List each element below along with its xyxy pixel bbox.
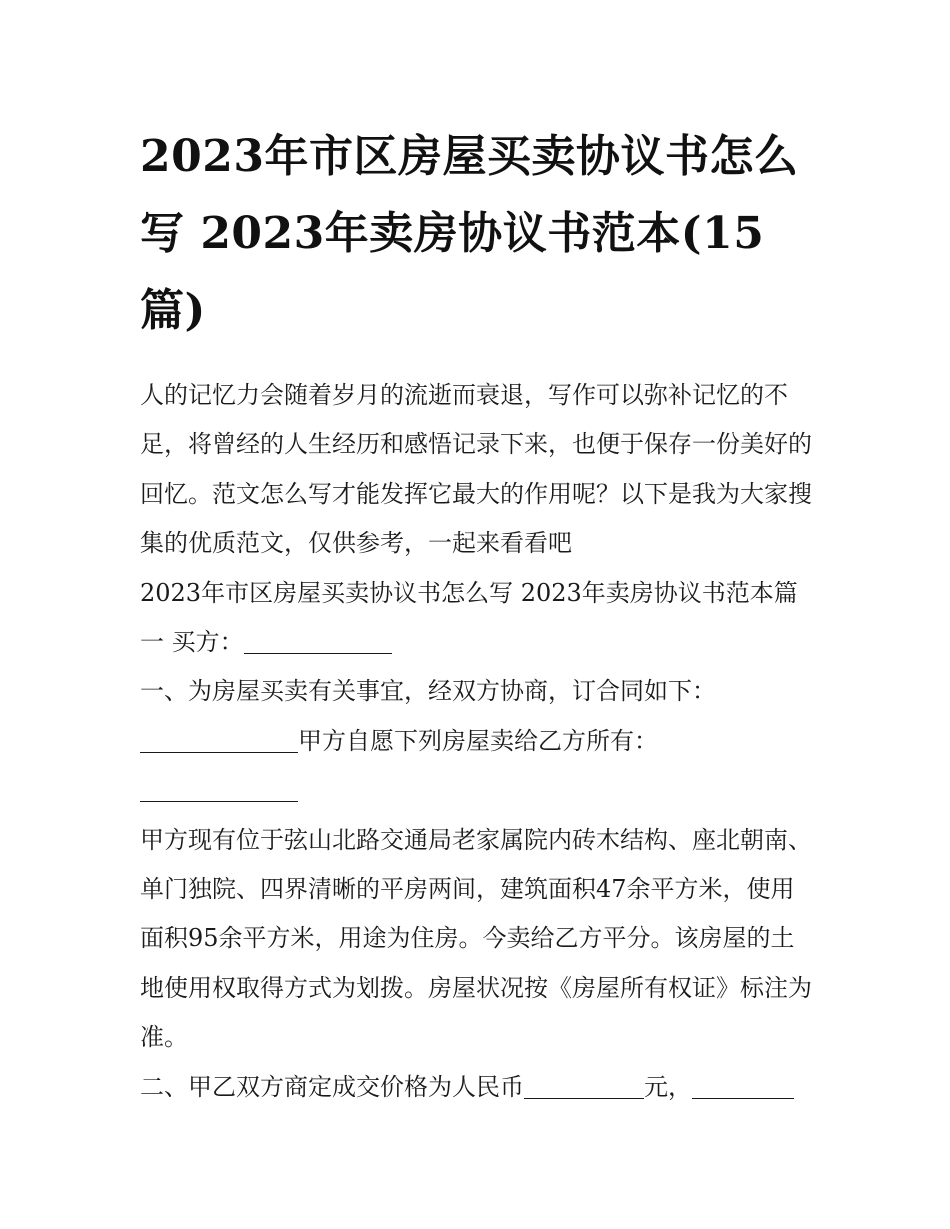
price-blank — [524, 1068, 644, 1099]
property-description: 甲方现有位于弦山北路交通局老家属院内砖木结构、座北朝南、单门独院、四界清晰的平房两间，建筑面积47余平方米，使用面积95余平方米，用途为住房。今卖给乙方平分。该房屋的土地使用权取得方式为划拨。房屋状况按《房屋所有权证》标注为准。 — [140, 825, 812, 1052]
buyer-label: 买方： — [171, 628, 244, 657]
document-title: 2023年市区房屋买卖协议书怎么写 2023年卖房协议书范本(15篇) — [140, 131, 799, 336]
section-heading: 2023年市区房屋买卖协议书怎么写 2023年卖房协议书范本篇一 — [140, 578, 798, 657]
buyer-blank — [244, 623, 392, 654]
price-words-blank — [692, 1068, 794, 1099]
party-a-line — [140, 717, 812, 766]
clause-2 — [140, 1063, 812, 1112]
intro-paragraph: 人的记忆力会随着岁月的流逝而衰退，写作可以弥补记忆的不足，将曾经的人生经历和感悟记录下来，也便于保存一份美好的回忆。范文怎么写才能发挥它最大的作用呢？以下是我为大家搜集的优质范文，仅供参考，一起来看看吧 — [140, 381, 812, 558]
clause-1: 一、为房屋买卖有关事宜，经双方协商，订合同如下： — [140, 677, 716, 706]
document-page — [140, 118, 812, 1112]
property-blank — [140, 771, 298, 802]
party-a-blank — [140, 722, 298, 753]
clause-2-unit: 元， — [644, 1072, 692, 1101]
document-body — [140, 371, 812, 1112]
section-heading-buyer — [140, 569, 812, 668]
property-blank-line — [140, 766, 812, 815]
clause-2-text: 二、甲乙双方商定成交价格为人民币 — [140, 1072, 524, 1101]
party-a-text: 甲方自愿下列房屋卖给乙方所有： — [298, 726, 658, 755]
